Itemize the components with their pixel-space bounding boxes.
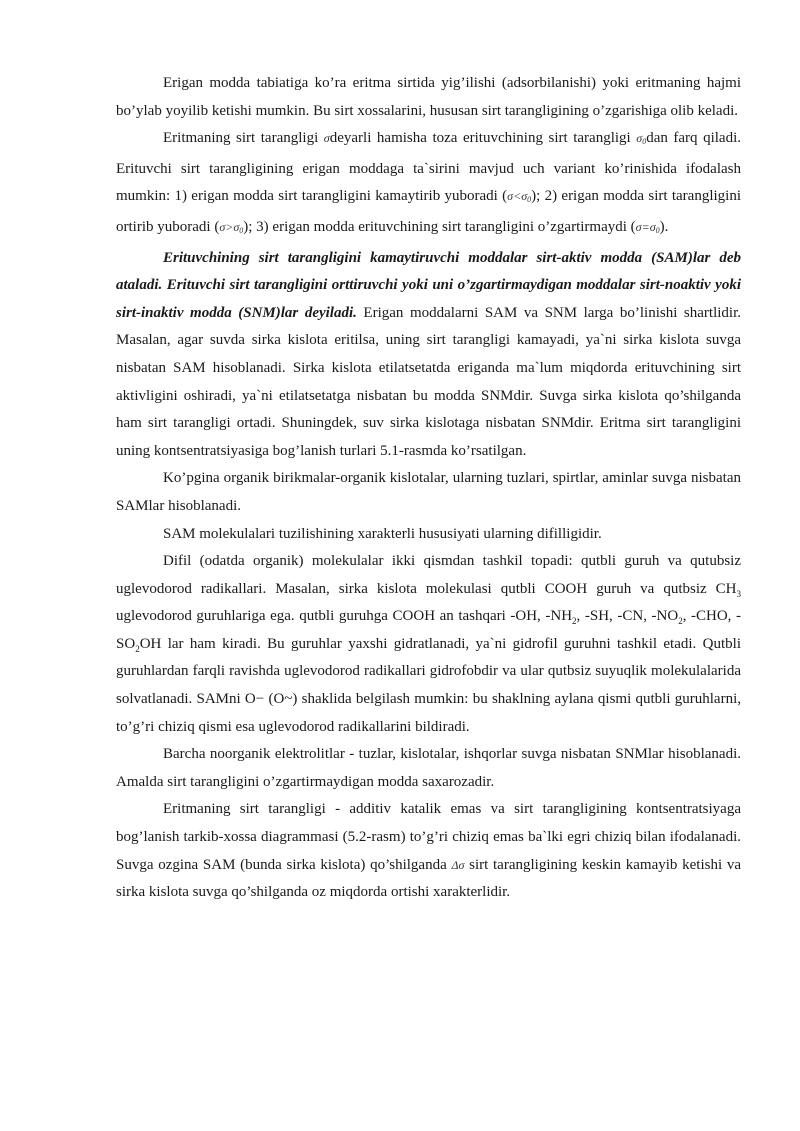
paragraph-2: Eritmaning sirt tarangligi σdeyarli hamisha toza erituvchining sirt tarangligi $\sigma_0dan$ farq qiladi. Erituvchi sirt tarangligining erigan moddaga ta`sirini mavjud uch variant ko’rinishida ifodalash mumkin: 1) erigan modda sirt tarangligini kamaytirib yuboradi $(\sigma<\sigma_0)$; 2) erigan modda sirt tarangligini ortirib yuboradi $(\sigma>\sigma_0)$; 3) erigan modda erituvchining sirt tarangligini o’zgartirmaydi $(\sigma=\sigma_0)$. <box>116 130 742 235</box>
paragraph-6: Difil (odatda organik) molekulalar ikki qismdan tashkil topadi: qutbli guruh va qutubsiz uglevodorod radikallari. Masalan, sirka kislota molekulasi qutbli COOH guruh va qutbsiz $CH_3$ uglevodorod guruhlariga ega. qutbli guruhga COOH an tashqari -OH, $-NH_2$, -SH, -CN, $-NO_2$, -CHO, $-SO_2OH$ lar ham kiradi. Bu guruhlar yaxshi gidratlanadi, ya`ni gidrofil guruhni tashkil etadi. Qutbli guruhlardan farqli ravishda uglevodorod radikallari gidrofobdir va ular qutbsiz suyuqlik molekulalarida solvatlanadi. SAMni O− (O~) shaklida belgilash mumkin: bu shaklning aylana qismi qutbli guruhlarni, to’g’ri chiziq qismi esa uglevodorod radikallarini bildiradi. <box>116 553 742 735</box>
definition-text: Erituvchining sirt tarangligini kamaytiruvchi moddalar sirt-aktiv modda (SAM)lar deb ataladi. Erituvchi sirt tarangligini orttiruvchi yoki uni o’zgartirmaydigan moddalar sirt-noaktiv yoki sirt-inaktiv modda (SNM)lar deyiladi. <box>116 249 741 321</box>
sam-symbol-dash: − <box>255 691 265 708</box>
sigma-gt-sigma0: $\sigma>\sigma_0$ <box>219 219 244 235</box>
paragraph-1: Erigan modda tabiatiga ko’ra eritma sirtida yig’ilishi (adsorbilanishi) yoki eritmaning hajmi bo’ylab yoyilib ketishi mumkin. Bu sirt xossalarini, hususan sirt tarangligining o’zgarishiga olib keladi. <box>116 75 741 119</box>
paragraph-8: Eritmaning sirt tarangligi - additiv katalik emas va sirt tarangligining kontsentratsiyaga bog’lanish tarkib-xossa diagrammasi (5.2-rasm) to’g’ri chiziq emas ba`lki egri chiziq bilan ifodalanadi. Suvga ozgina SAM (bunda sirka kislota) qo’shilganda Δσ sirt tarangligining keskin kamayib ketishi va sirka kislota suvga qo’shilganda oz miqdorda ortishi xarakterlidir. <box>116 801 741 901</box>
sigma-lt-sigma0: $\sigma<\sigma_0$ <box>507 189 532 205</box>
paragraph-5: SAM molekulalari tuzilishining xarakterli hususiyati ularning difilligidir. <box>163 525 602 542</box>
document-page <box>116 70 741 907</box>
sigma-symbol: σ <box>323 131 330 146</box>
delta-sigma-symbol: Δσ <box>451 857 465 872</box>
paragraph-4: Ko’pgina organik birikmalar-organik kislotalar, ularning tuzlari, spirtlar, aminlar suvga nisbatan SAMlar hisoblanadi. <box>116 470 741 514</box>
sigma-eq-sigma0: $\sigma=\sigma_0$ <box>635 219 660 235</box>
paragraph-7: Barcha noorganik elektrolitlar - tuzlar, kislotalar, ishqorlar suvga nisbatan SNMlar hisoblanadi. Amalda sirt tarangligini o’zgartirmaydigan modda saxarozadir. <box>116 746 741 790</box>
sigma0-symbol: $\sigma_0$ <box>636 131 647 147</box>
paragraph-3: Erituvchining sirt tarangligini kamaytiruvchi moddalar sirt-aktiv modda (SAM)lar deb ataladi. Erituvchi sirt tarangligini orttiruvchi yoki uni o’zgartirmaydigan moddalar sirt-noaktiv yoki sirt-inaktiv modda (SNM)lar deyiladi. Erigan moddalarni SAM va SNM larga bo’linishi shartlidir. Masalan, agar suvda sirka kislota eritilsa, uning sirt tarangligi kamayadi, ya`ni sirka kislota suvga nisbatan SAM hisoblanadi. Sirka kislota etilatsetatda eriganda ma`lum miqdorda erituvchining sirt aktivligini oshiradi, ya`ni etilatsetatga nisbatan bu modda SNMdir. Suvga sirka kislota qo’shilganda ham sirt tarangligi ortadi. Shuningdek, suv sirka kislotaga nisbatan SNMdir. Eritma sirt tarangligini uning kontsentratsiyasiga bog’lanish turlari 5.1-rasmda ko’rsatilgan. <box>116 249 742 459</box>
